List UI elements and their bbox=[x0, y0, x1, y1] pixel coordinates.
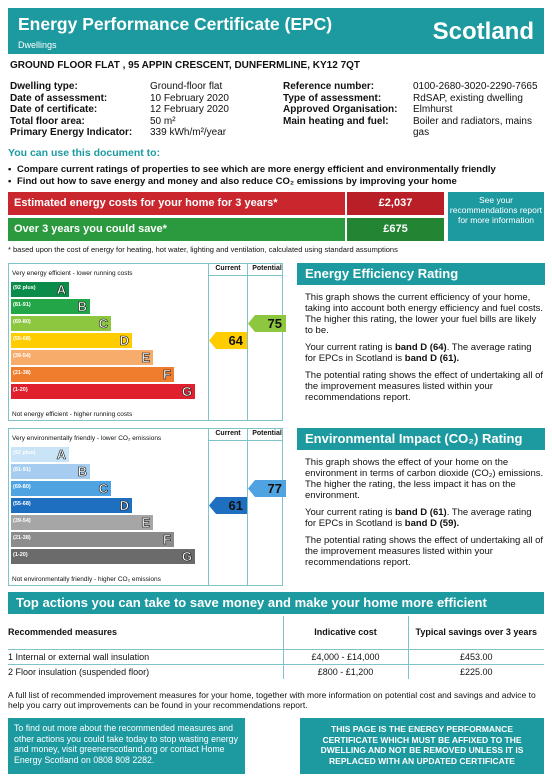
type-of-assessment-label: Type of assessment: bbox=[283, 92, 382, 104]
total-floor-area-value: 50 m² bbox=[150, 115, 176, 127]
text-fragment: . The average rating for EPCs in Scotland is bbox=[305, 507, 532, 529]
band-range: (21-38) bbox=[13, 370, 31, 376]
potential-savings-row bbox=[8, 218, 444, 241]
table-row bbox=[8, 649, 544, 664]
savings-column-header: Typical savings over 3 years bbox=[408, 616, 544, 649]
primary-energy-label: Primary Energy Indicator: bbox=[10, 127, 133, 138]
current-rating-arrow bbox=[209, 332, 247, 349]
dwelling-type-label: Dwelling type: bbox=[10, 81, 78, 92]
current-rating-value: 61 bbox=[228, 498, 243, 513]
list-item: • Compare current ratings of properties to see which are more energy efficient and environmentally friendly bbox=[8, 164, 548, 176]
rating-band-b bbox=[11, 299, 90, 314]
table-header-row bbox=[8, 616, 544, 649]
date-of-certificate-value: 12 February 2020 bbox=[150, 104, 229, 115]
rating-band-e bbox=[11, 515, 153, 530]
band-letter: C bbox=[98, 316, 108, 331]
band-range: (55-68) bbox=[13, 336, 31, 342]
band-letter: A bbox=[56, 447, 66, 462]
band-range: (55-68) bbox=[13, 501, 31, 507]
date-of-assessment-value: 10 February 2020 bbox=[150, 92, 229, 104]
band-range: (21-38) bbox=[13, 535, 31, 541]
efficiency-paragraph-2 bbox=[305, 342, 545, 364]
rating-band-e bbox=[11, 350, 153, 365]
band-letter: E bbox=[141, 515, 150, 530]
primary-energy-value: 339 kWh/m²/year bbox=[150, 127, 227, 138]
potential-rating-arrow bbox=[248, 480, 286, 497]
type-of-assessment-value: RdSAP, existing dwelling bbox=[413, 92, 523, 104]
chart-top-label: Very energy efficient - lower running costs bbox=[12, 270, 133, 277]
cost-cell: £4,000 - £14,000 bbox=[283, 649, 408, 664]
band-letter: G bbox=[181, 549, 192, 564]
measure-cell: 1 Internal or external wall insulation bbox=[8, 649, 283, 664]
reference-number-label: Reference number: bbox=[283, 81, 375, 92]
column-divider bbox=[247, 264, 248, 420]
efficiency-paragraph-3: The potential rating shows the effect of undertaking all of the improvement measures listed within your recommendations report. bbox=[305, 370, 544, 403]
use-document-list bbox=[8, 164, 548, 187]
potential-rating-value: 77 bbox=[267, 481, 282, 496]
energy-efficiency-explanation bbox=[297, 263, 545, 409]
band-letter: F bbox=[163, 367, 171, 382]
rating-band-g bbox=[11, 384, 195, 399]
band-letter: B bbox=[77, 464, 87, 479]
rating-band-c bbox=[11, 316, 111, 331]
current-column-header: Current bbox=[215, 265, 241, 272]
rating-band-f bbox=[11, 367, 174, 382]
cost-cell: £800 - £1,200 bbox=[283, 664, 408, 679]
rating-band-a bbox=[11, 282, 69, 297]
rating-band-g bbox=[11, 549, 195, 564]
estimated-costs-label: Estimated energy costs for your home for 3 years* bbox=[14, 197, 278, 209]
environmental-impact-explanation bbox=[297, 428, 545, 574]
measure-cell: 2 Floor insulation (suspended floor) bbox=[8, 664, 283, 679]
header-divider bbox=[208, 440, 282, 441]
energy-efficiency-title: Energy Efficiency Rating bbox=[297, 263, 545, 285]
table-row bbox=[8, 664, 544, 679]
current-rating-value: 64 bbox=[228, 333, 243, 348]
estimated-costs-row bbox=[8, 192, 444, 215]
potential-column-header: Potential bbox=[252, 265, 282, 272]
text-fragment: Your current rating is bbox=[305, 342, 395, 353]
band-range: (39-54) bbox=[13, 518, 31, 524]
band-letter: C bbox=[98, 481, 108, 496]
see-recommendations-note: See your recommendations report for more information bbox=[448, 192, 544, 241]
environment-paragraph-3: The potential rating shows the effect of undertaking all of the improvement measures listed within your recommendations report. bbox=[305, 535, 544, 568]
band-range: (92 plus) bbox=[13, 285, 36, 291]
text-fragment: Your current rating is bbox=[305, 507, 395, 518]
chart-bottom-label: Not energy efficient - higher running costs bbox=[12, 411, 133, 418]
band-range: (69-80) bbox=[13, 319, 31, 325]
reference-number-value: 0100-2680-3020-2290-7665 bbox=[413, 81, 538, 92]
column-divider bbox=[247, 429, 248, 585]
recommended-measures-table bbox=[8, 616, 544, 679]
certificate-header bbox=[8, 8, 544, 54]
potential-column-header: Potential bbox=[252, 430, 282, 437]
potential-rating-arrow bbox=[248, 315, 286, 332]
band-range: (92 plus) bbox=[13, 450, 36, 456]
saving-cell: £225.00 bbox=[408, 664, 544, 679]
affix-notice-box: THIS PAGE IS THE ENERGY PERFORMANCE CERTIFICATE WHICH MUST BE AFFIXED TO THE DWELLING AND NOT BE REMOVED UNLESS IT IS REPLACED WITH AN UPDATED CERTIFICATE bbox=[300, 718, 544, 774]
rating-band-c bbox=[11, 481, 111, 496]
band-letter: F bbox=[163, 532, 171, 547]
energy-costs-panel bbox=[8, 192, 544, 242]
average-band-text: band D (59). bbox=[404, 518, 460, 529]
chart-top-label: Very environmentally friendly - lower CO₂ emissions bbox=[12, 435, 162, 442]
environmental-impact-chart bbox=[8, 428, 283, 586]
certificate-subtitle: Dwellings bbox=[18, 40, 57, 50]
full-list-note: A full list of recommended improvement measures for your home, together with more information on potential cost and savings and advice to help you carry out improvements can be found in your recommendations report. bbox=[8, 690, 536, 710]
band-range: (1-20) bbox=[13, 552, 28, 558]
efficiency-paragraph-1: This graph shows the current efficiency of your home, taking into account both energy efficiency and fuel costs. The higher this rating, the lower your fuel bills are likely to be. bbox=[305, 292, 544, 336]
main-heating-label: Main heating and fuel: bbox=[283, 115, 389, 127]
property-address: GROUND FLOOR FLAT , 95 APPIN CRESCENT, DUNFERMLINE, KY12 7QT bbox=[10, 60, 361, 71]
details-left-values bbox=[150, 81, 280, 139]
band-range: (39-54) bbox=[13, 353, 31, 359]
potential-savings-label: Over 3 years you could save* bbox=[14, 223, 167, 235]
date-of-assessment-label: Date of assessment: bbox=[10, 92, 108, 104]
main-heating-value: Boiler and radiators, mains gas bbox=[413, 115, 532, 138]
band-letter: D bbox=[119, 333, 129, 348]
environment-paragraph-1: This graph shows the effect of your home on the environment in terms of carbon dioxide (CO₂) emissions. The higher the rating, the less impact it has on the environment. bbox=[305, 457, 544, 501]
chart-bottom-label: Not environmentally friendly - higher CO₂ emissions bbox=[12, 576, 161, 583]
current-band-text: band D (64) bbox=[394, 342, 447, 353]
find-out-more-box: To find out more about the recommended measures and other actions you could take today to stop wasting energy and money, visit greenerscotland.org or contact Home Energy Scotland on 0808 808 2282. bbox=[8, 718, 245, 774]
band-letter: E bbox=[141, 350, 150, 365]
estimated-costs-value: £2,037 bbox=[345, 192, 444, 215]
band-letter: D bbox=[119, 498, 129, 513]
band-letter: A bbox=[56, 282, 66, 297]
current-rating-arrow bbox=[209, 497, 247, 514]
certificate-title: Energy Performance Certificate (EPC) bbox=[18, 14, 333, 34]
band-range: (1-20) bbox=[13, 387, 28, 393]
rating-band-b bbox=[11, 464, 90, 479]
rating-band-a bbox=[11, 447, 69, 462]
saving-cell: £453.00 bbox=[408, 649, 544, 664]
details-right-keys bbox=[283, 81, 413, 127]
potential-savings-value: £675 bbox=[345, 218, 444, 241]
band-letter: B bbox=[77, 299, 87, 314]
top-actions-title: Top actions you can take to save money and make your home more efficient bbox=[8, 592, 544, 614]
text-fragment: . The average rating for EPCs in Scotland is bbox=[305, 342, 532, 364]
environmental-impact-title: Environmental Impact (CO₂) Rating bbox=[297, 428, 545, 450]
rating-band-d bbox=[11, 498, 132, 513]
energy-efficiency-chart bbox=[8, 263, 283, 421]
rating-band-d bbox=[11, 333, 132, 348]
rating-band-f bbox=[11, 532, 174, 547]
current-band-text: band D (61) bbox=[394, 507, 447, 518]
list-item: • Find out how to save energy and money and also reduce CO₂ emissions by improving your home bbox=[8, 176, 548, 188]
band-range: (69-80) bbox=[13, 484, 31, 490]
environment-paragraph-2 bbox=[305, 507, 545, 529]
current-column-header: Current bbox=[215, 430, 241, 437]
country-label: Scotland bbox=[432, 18, 534, 45]
approved-organisation-label: Approved Organisation: bbox=[283, 104, 398, 115]
header-divider bbox=[208, 275, 282, 276]
costs-footnote: * based upon the cost of energy for heating, hot water, lighting and ventilation, calculated using standard assumptions bbox=[8, 245, 398, 254]
total-floor-area-label: Total floor area: bbox=[10, 115, 85, 127]
details-left-keys bbox=[10, 81, 150, 139]
cost-column-header: Indicative cost bbox=[283, 616, 408, 649]
band-range: (81-91) bbox=[13, 302, 31, 308]
date-of-certificate-label: Date of certificate: bbox=[10, 104, 98, 115]
approved-organisation-value: Elmhurst bbox=[413, 104, 453, 115]
details-right-values bbox=[413, 81, 548, 139]
band-range: (81-91) bbox=[13, 467, 31, 473]
band-letter: G bbox=[181, 384, 192, 399]
dwelling-type-value: Ground-floor flat bbox=[150, 81, 223, 92]
use-document-heading: You can use this document to: bbox=[8, 147, 161, 159]
potential-rating-value: 75 bbox=[267, 316, 282, 331]
average-band-text: band D (61). bbox=[404, 353, 460, 364]
measures-column-header: Recommended measures bbox=[8, 627, 118, 638]
